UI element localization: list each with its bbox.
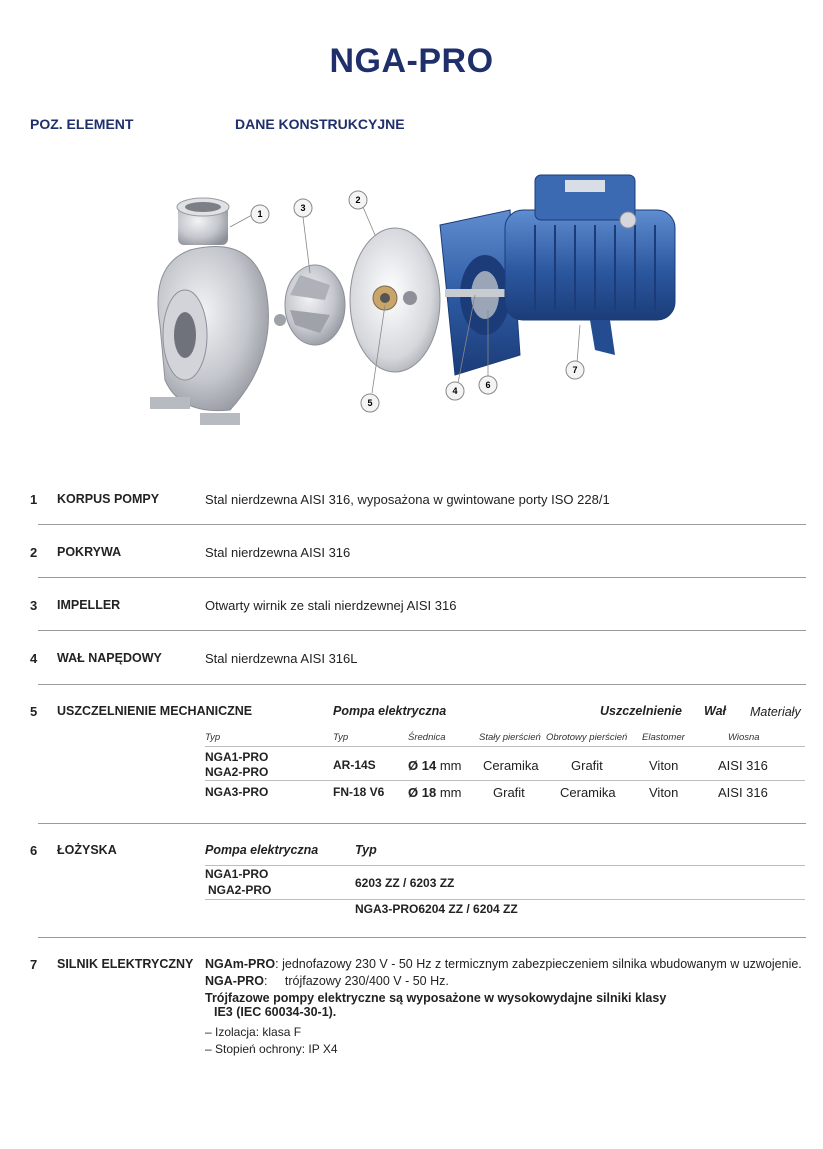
seal-type: FN-18 V6 <box>333 785 385 799</box>
seal-section <box>30 704 806 814</box>
model-name: NGA2-PRO <box>205 765 269 779</box>
seal-subheader: Wiosna <box>728 732 760 743</box>
row-number: 4 <box>30 651 38 666</box>
divider <box>38 684 806 685</box>
bearings-section <box>30 843 806 923</box>
spring: AISI 316 <box>718 758 768 773</box>
svg-text:6: 6 <box>485 380 491 390</box>
fixed-ring: Ceramika <box>483 758 539 773</box>
row-element-name: IMPELLER <box>57 598 121 612</box>
row-element-name: WAŁ NAPĘDOWY <box>57 651 162 665</box>
callout-7 <box>566 361 584 379</box>
seal-subheader: Stały pierścień <box>479 732 541 743</box>
row-number: 3 <box>30 598 38 613</box>
row-description: Stal nierdzewna AISI 316 <box>205 545 351 560</box>
seal-subheader: Elastomer <box>642 732 685 743</box>
motor-efficiency-note: Trójfazowe pompy elektryczne są wyposażone w wysokowydajne silniki klasy <box>205 991 667 1005</box>
model-name: NGA1-PRO <box>205 867 269 881</box>
row-description: Stal nierdzewna AISI 316, wyposażona w gwintowane porty ISO 228/1 <box>205 492 610 507</box>
motor-insulation: – Izolacja: klasa F <box>205 1025 302 1039</box>
seal-type: AR-14S <box>333 758 376 772</box>
row-number: 6 <box>30 843 38 858</box>
row-element-name: POKRYWA <box>57 545 122 559</box>
seal-header-pump: Pompa elektryczna <box>333 704 447 718</box>
rotating-ring: Grafit <box>571 758 603 773</box>
pump-casing <box>150 198 268 425</box>
svg-text:4: 4 <box>452 386 458 396</box>
callout-1 <box>251 205 269 223</box>
impeller <box>274 265 345 345</box>
seal-diameter: Ø 14 mm <box>408 758 462 773</box>
fixed-ring: Grafit <box>493 785 525 800</box>
seal-diameter: Ø 18 mm <box>408 785 462 800</box>
svg-text:5: 5 <box>367 398 373 408</box>
divider <box>38 937 806 938</box>
spring: AISI 316 <box>718 785 768 800</box>
row-element-name: SILNIK ELEKTRYCZNY <box>57 957 194 971</box>
seal-subheader: Obrotowy pierścień <box>546 732 628 743</box>
page-title: NGA-PRO <box>329 42 494 80</box>
seal-subheader: Średnica <box>408 732 446 743</box>
callout-5 <box>361 394 379 412</box>
svg-text:7: 7 <box>572 365 578 375</box>
divider <box>38 577 806 578</box>
row-description: Otwarty wirnik ze stali nierdzewnej AISI 316 <box>205 598 457 613</box>
callout-3 <box>294 199 312 217</box>
model-name: NGA3-PRO <box>205 785 269 799</box>
row-number: 2 <box>30 545 38 560</box>
elastomer: Viton <box>649 785 679 800</box>
row-description: Stal nierdzewna AISI 316L <box>205 651 358 666</box>
callout-2 <box>349 191 367 209</box>
elastomer: Viton <box>649 758 679 773</box>
column-header-data: DANE KONSTRUKCYJNE <box>235 116 405 132</box>
svg-text:3: 3 <box>300 203 306 213</box>
row-number: 7 <box>30 957 38 972</box>
row-element-name: KORPUS POMPY <box>57 492 160 506</box>
rotating-ring: Ceramika <box>560 785 616 800</box>
callout-4 <box>446 382 464 400</box>
bearings-header-type: Typ <box>355 843 377 857</box>
bearings-header-pump: Pompa elektryczna <box>205 843 319 857</box>
motor-protection: – Stopień ochrony: IP X4 <box>205 1042 338 1056</box>
pump-exploded-illustration <box>140 165 700 445</box>
svg-text:1: 1 <box>257 209 263 219</box>
bearing-type: NGA3-PRO6204 ZZ / 6204 ZZ <box>355 902 518 916</box>
seal-subheader: Typ <box>333 732 349 743</box>
pump-cover <box>350 228 440 372</box>
seal-header-seal: Uszczelnienie <box>600 704 682 718</box>
column-header-position: POZ. ELEMENT <box>30 116 134 132</box>
seal-header-materials: Materiały <box>750 705 801 719</box>
motor-efficiency-class: IE3 (IEC 60034-30-1). <box>214 1005 337 1019</box>
divider <box>38 823 806 824</box>
motor-line-three-phase: NGA-PRO: trójfazowy 230/400 V - 50 Hz. <box>205 974 449 988</box>
svg-text:2: 2 <box>355 195 361 205</box>
row-element-name: USZCZELNIENIE MECHANICZNE <box>57 704 253 718</box>
row-element-name: ŁOŻYSKA <box>57 843 117 857</box>
row-number: 1 <box>30 492 38 507</box>
bearing-type: 6203 ZZ / 6203 ZZ <box>355 876 455 890</box>
divider <box>38 630 806 631</box>
divider <box>38 524 806 525</box>
seal-header-shaft: Wał <box>704 704 726 718</box>
motor-line-single-phase: NGAm-PRO: jednofazowy 230 V - 50 Hz z termicznym zabezpieczeniem silnika wbudowanym w uzwojenie. <box>205 957 802 971</box>
seal-subheader: Typ <box>205 732 221 743</box>
motor-section <box>30 957 806 1057</box>
model-name: NGA1-PRO <box>205 750 269 764</box>
row-number: 5 <box>30 704 38 719</box>
callout-6 <box>479 376 497 394</box>
model-name: NGA2-PRO <box>208 883 272 897</box>
electric-motor <box>505 175 675 355</box>
